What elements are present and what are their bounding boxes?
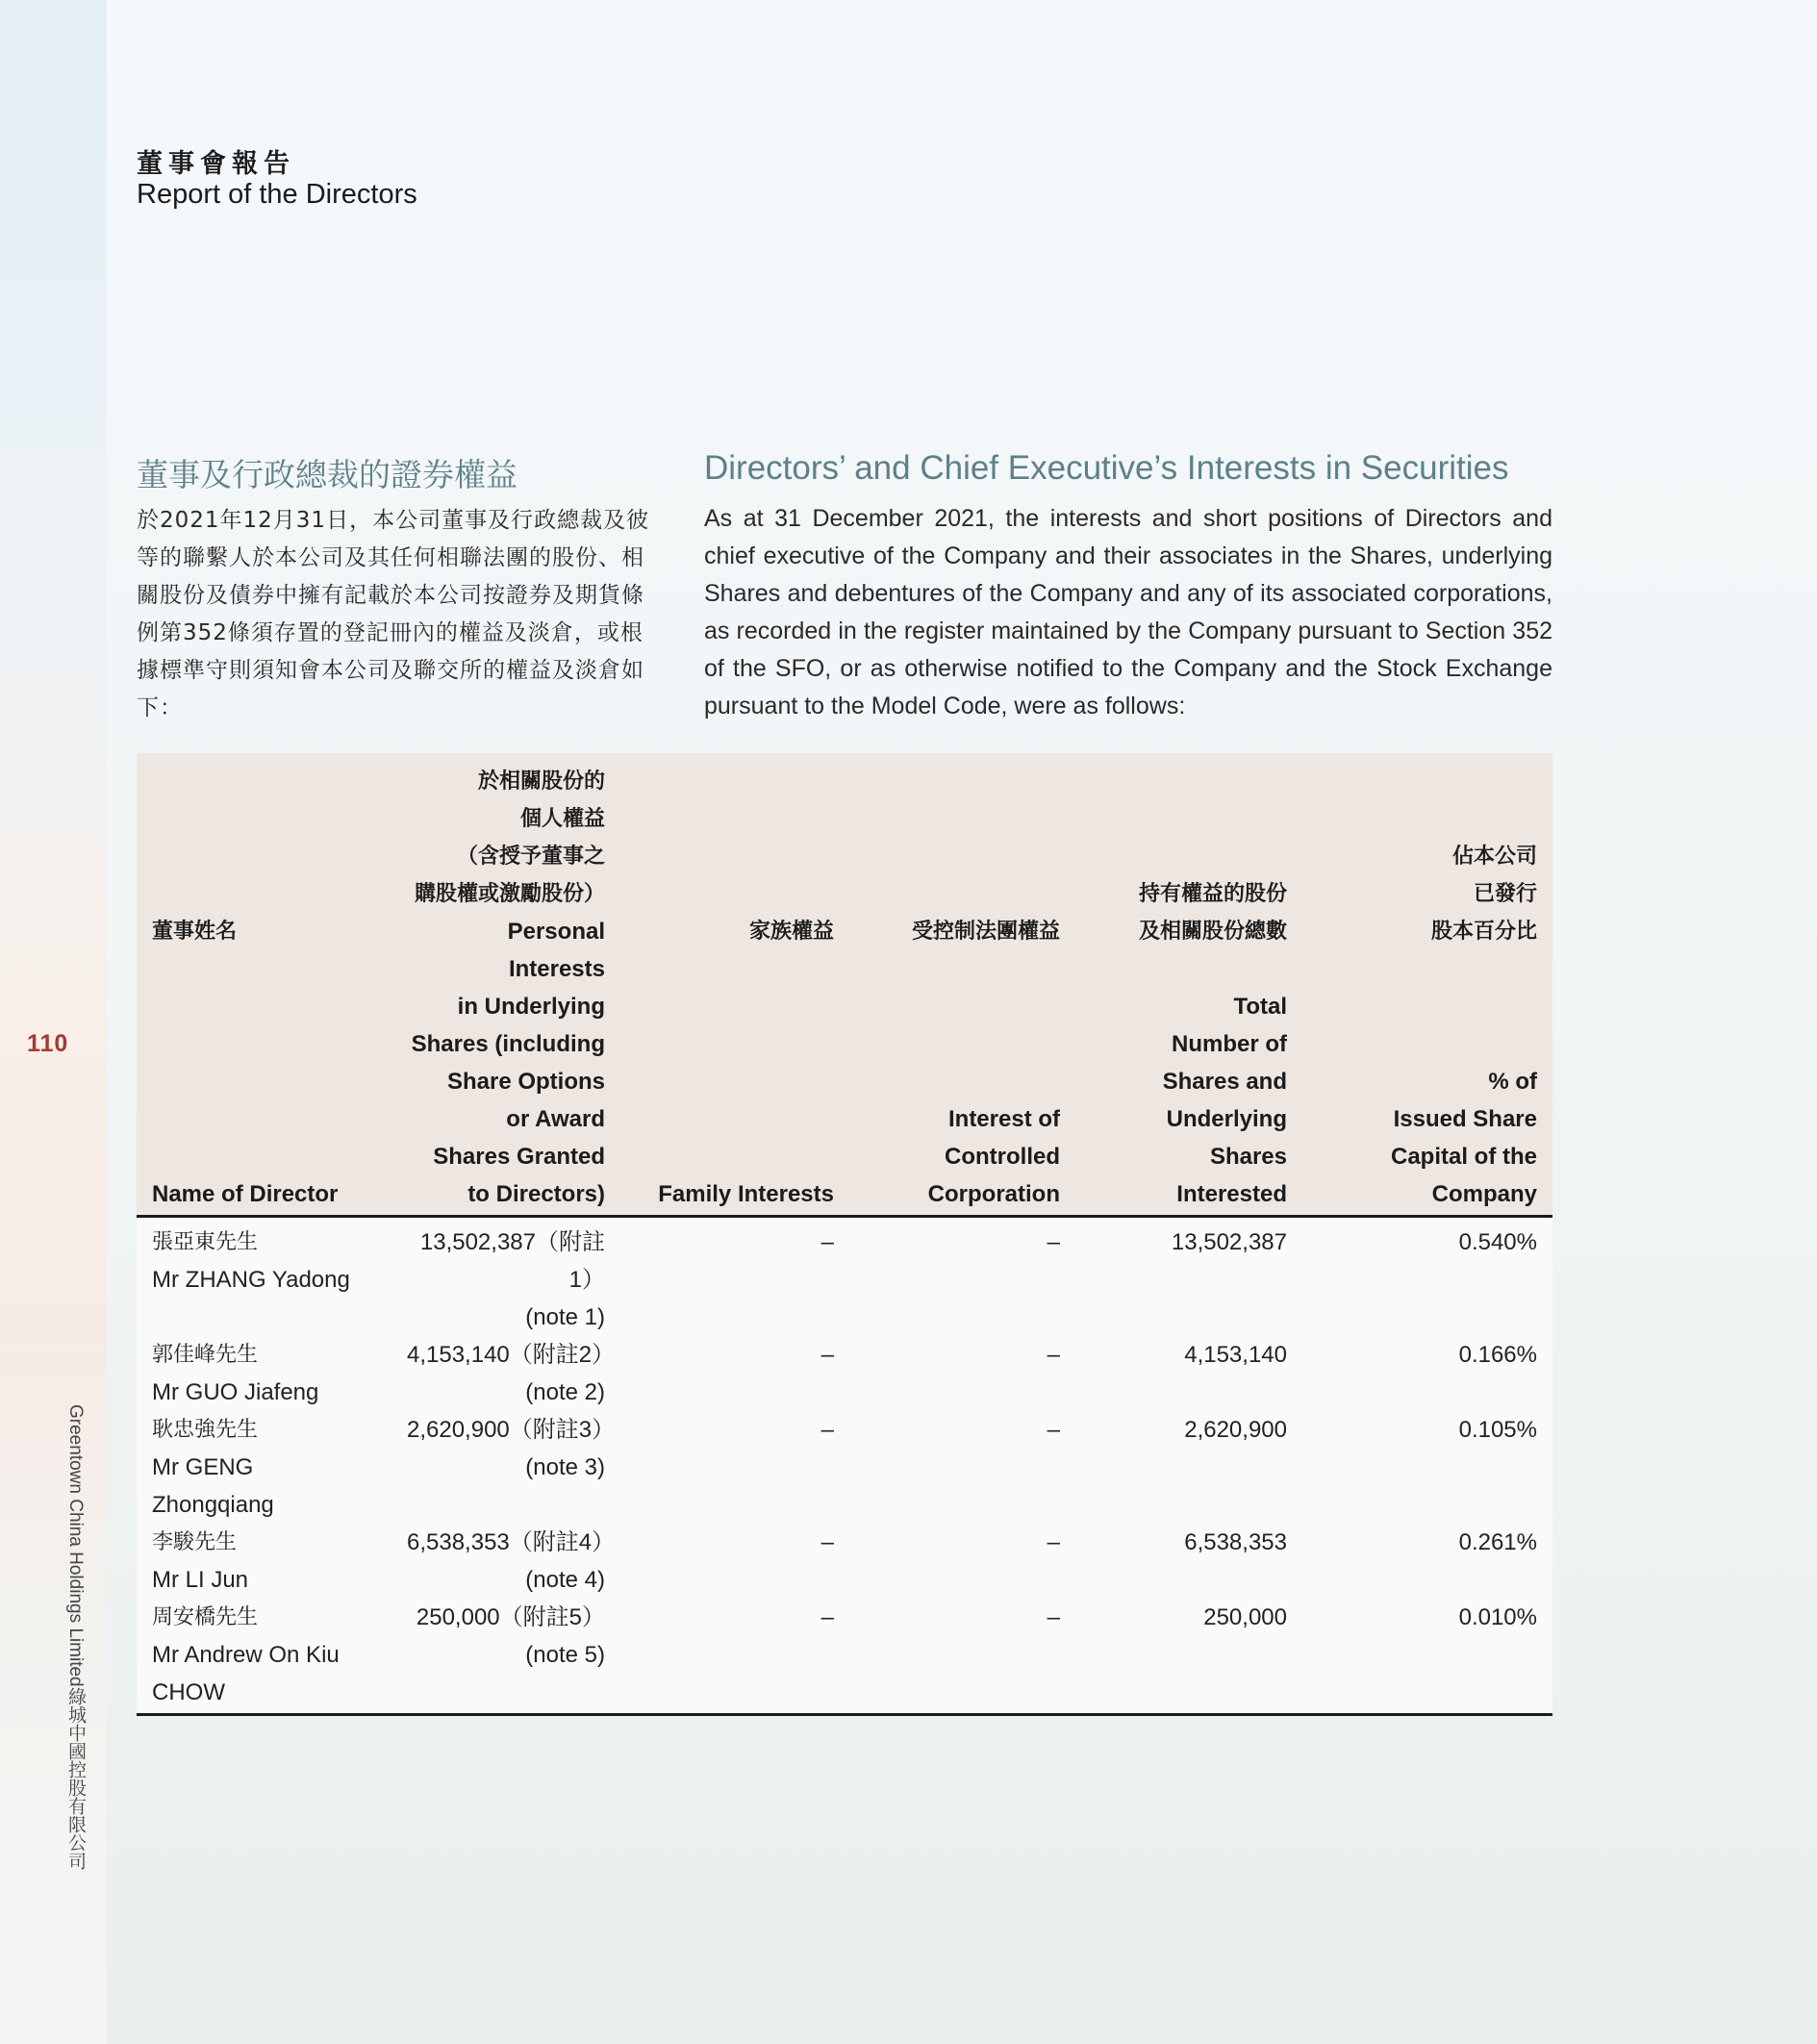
total-shares-value: 6,538,353 bbox=[1184, 1529, 1287, 1555]
page-number: 110 bbox=[27, 1030, 69, 1057]
column-header-0 bbox=[137, 753, 391, 1217]
family-interests-cell bbox=[620, 1336, 849, 1411]
section-paragraph-en: As at 31 December 2021, the interests and short positions of Directors and chief executive of the Company and their associates in the Shares, underlying Shares and debentures of the Company and any of its associated corporations, as recorded in the register maintained by the Company pursuant to Section 352 of the SFO, or as otherwise notified to the Company and the Stock Exchange pursuant to the Model Code, were as follows: bbox=[704, 505, 1552, 719]
column-header-zh-line: 受控制法團權益 bbox=[911, 920, 1060, 944]
column-header-zh-line: 購股權或激勵股份） bbox=[414, 882, 605, 906]
column-header-en-line: Interested bbox=[1176, 1181, 1287, 1207]
controlled-corporation-cell bbox=[849, 1524, 1075, 1599]
personal-interests-note: (note 2) bbox=[525, 1379, 605, 1405]
column-header-zh-line: 個人權益 bbox=[519, 807, 605, 831]
table-bottom-rule bbox=[137, 1713, 1552, 1716]
total-shares-value: 250,000 bbox=[1203, 1604, 1287, 1630]
column-header-en-line: Personal Interests bbox=[507, 919, 605, 982]
personal-interests-cell bbox=[391, 1524, 620, 1599]
controlled-corporation-value: – bbox=[1047, 1604, 1060, 1630]
column-header-en-line: Shares and bbox=[1162, 1069, 1287, 1095]
director-name-en: Mr LI Jun bbox=[152, 1567, 249, 1593]
column-header-zh-line: （含授予董事之 bbox=[456, 845, 605, 869]
personal-interests-note: (note 5) bbox=[525, 1642, 605, 1668]
side-company-name bbox=[63, 1404, 88, 1870]
percent-issued-value: 0.540% bbox=[1458, 1229, 1537, 1255]
personal-interests-value: 4,153,140（附註2） bbox=[407, 1342, 616, 1368]
total-shares-cell bbox=[1075, 1217, 1302, 1337]
director-name-zh: 郭佳峰先生 bbox=[152, 1343, 259, 1367]
director-name-cell bbox=[137, 1336, 391, 1411]
total-shares-cell bbox=[1075, 1411, 1302, 1524]
percent-issued-cell bbox=[1302, 1524, 1552, 1599]
percent-issued-value: 0.166% bbox=[1458, 1342, 1537, 1368]
column-header-en-line: in Underlying bbox=[457, 994, 605, 1020]
director-name-cell bbox=[137, 1411, 391, 1524]
column-header-en-line: Shares (including bbox=[411, 1031, 605, 1057]
controlled-corporation-value: – bbox=[1047, 1229, 1060, 1255]
left-margin-strip bbox=[0, 0, 107, 2044]
section-paragraph-zh: 於2021年12月31日，本公司董事及行政總裁及彼等的聯繫人於本公司及其任何相聯法團的股份、相關股份及債券中擁有記載於本公司按證券及期貨條例第352條須存置的登記冊內的權益及淡倉，或根據標準守則須知會本公司及聯交所的權益及淡倉如下： bbox=[137, 508, 650, 720]
controlled-corporation-value: – bbox=[1047, 1529, 1060, 1555]
table-body bbox=[137, 1217, 1552, 1714]
director-name-cell bbox=[137, 1524, 391, 1599]
total-shares-cell bbox=[1075, 1599, 1302, 1713]
column-header-zh-line: 董事姓名 bbox=[152, 920, 238, 944]
controlled-corporation-cell bbox=[849, 1599, 1075, 1713]
family-interests-value: – bbox=[820, 1342, 834, 1368]
column-header-en-line: Controlled bbox=[945, 1144, 1060, 1170]
column-header-en-line: Total bbox=[1233, 994, 1287, 1020]
personal-interests-value: 13,502,387（附註1） bbox=[419, 1229, 605, 1293]
personal-interests-cell bbox=[391, 1217, 620, 1337]
table-header-row bbox=[137, 753, 1552, 1217]
column-header-4 bbox=[1075, 753, 1302, 1217]
controlled-corporation-value: – bbox=[1047, 1342, 1060, 1368]
column-header-en-line: % of bbox=[1488, 1069, 1537, 1095]
percent-issued-value: 0.105% bbox=[1458, 1417, 1537, 1443]
controlled-corporation-cell bbox=[849, 1411, 1075, 1524]
personal-interests-cell bbox=[391, 1599, 620, 1713]
column-header-1 bbox=[391, 753, 620, 1217]
column-header-5 bbox=[1302, 753, 1552, 1217]
family-interests-value: – bbox=[820, 1529, 834, 1555]
director-name-cell bbox=[137, 1217, 391, 1337]
column-header-zh-line: 已發行 bbox=[1473, 882, 1537, 906]
family-interests-value: – bbox=[820, 1417, 834, 1443]
column-header-en-line: Issued Share bbox=[1393, 1106, 1537, 1132]
total-shares-value: 2,620,900 bbox=[1184, 1417, 1287, 1443]
family-interests-cell bbox=[620, 1411, 849, 1524]
table-row bbox=[137, 1524, 1552, 1599]
column-header-en-line: Underlying bbox=[1166, 1106, 1287, 1132]
table-header bbox=[137, 753, 1552, 1217]
director-name-en: Mr Andrew On Kiu CHOW bbox=[152, 1642, 340, 1705]
column-header-en-line: to Directors) bbox=[467, 1181, 605, 1207]
personal-interests-cell bbox=[391, 1336, 620, 1411]
family-interests-cell bbox=[620, 1524, 849, 1599]
column-header-zh-line: 股本百分比 bbox=[1430, 920, 1537, 944]
director-name-en: Mr GENG Zhongqiang bbox=[152, 1454, 274, 1518]
column-header-en-line: Name of Director bbox=[152, 1181, 339, 1207]
column-header-en-line: Shares Granted bbox=[433, 1144, 605, 1170]
column-header-en-line: Family Interests bbox=[658, 1181, 834, 1207]
column-header-2 bbox=[620, 753, 849, 1217]
column-header-zh-line: 及相關股份總數 bbox=[1138, 920, 1287, 944]
percent-issued-cell bbox=[1302, 1217, 1552, 1337]
column-header-zh-line: 佔本公司 bbox=[1451, 845, 1537, 869]
section-title-zh: 董事及行政總裁的證券權益 bbox=[137, 456, 517, 493]
controlled-corporation-cell bbox=[849, 1336, 1075, 1411]
percent-issued-value: 0.010% bbox=[1458, 1604, 1537, 1630]
table-row bbox=[137, 1217, 1552, 1337]
total-shares-value: 4,153,140 bbox=[1184, 1342, 1287, 1368]
personal-interests-note: (note 3) bbox=[525, 1454, 605, 1480]
director-name-zh: 周安橋先生 bbox=[152, 1605, 259, 1629]
director-name-en: Mr GUO Jiafeng bbox=[152, 1379, 319, 1405]
directors-interests-table bbox=[137, 753, 1552, 1716]
report-header-zh: 董事會報告 bbox=[137, 149, 295, 179]
table-row bbox=[137, 1599, 1552, 1713]
column-header-en-line: Company bbox=[1431, 1181, 1537, 1207]
column-header-zh-line: 家族權益 bbox=[748, 920, 834, 944]
family-interests-value: – bbox=[820, 1604, 834, 1630]
controlled-corporation-cell bbox=[849, 1217, 1075, 1337]
total-shares-cell bbox=[1075, 1336, 1302, 1411]
side-company-zh: 綠城中國控股有限公司 bbox=[65, 1686, 86, 1870]
family-interests-value: – bbox=[820, 1229, 834, 1255]
family-interests-cell bbox=[620, 1599, 849, 1713]
percent-issued-cell bbox=[1302, 1411, 1552, 1524]
percent-issued-cell bbox=[1302, 1336, 1552, 1411]
column-header-en-line: Share Options bbox=[446, 1069, 605, 1095]
total-shares-value: 13,502,387 bbox=[1171, 1229, 1287, 1255]
section-title-en: Directors’ and Chief Executive’s Interests in Securities bbox=[704, 449, 1509, 487]
controlled-corporation-value: – bbox=[1047, 1417, 1060, 1443]
director-name-cell bbox=[137, 1599, 391, 1713]
table-row bbox=[137, 1336, 1552, 1411]
column-header-en-line: Shares bbox=[1209, 1144, 1287, 1170]
column-header-en-line: Number of bbox=[1172, 1031, 1287, 1057]
personal-interests-value: 250,000（附註5） bbox=[416, 1604, 605, 1630]
family-interests-cell bbox=[620, 1217, 849, 1337]
table-row bbox=[137, 1411, 1552, 1524]
director-name-zh: 李駿先生 bbox=[152, 1530, 238, 1554]
column-header-en-line: Interest of bbox=[947, 1106, 1060, 1132]
column-header-zh-line: 於相關股份的 bbox=[477, 770, 605, 794]
column-header-en-line: Capital of the bbox=[1390, 1144, 1537, 1170]
director-name-zh: 張亞東先生 bbox=[152, 1230, 259, 1254]
personal-interests-note: (note 1) bbox=[525, 1304, 605, 1330]
personal-interests-value: 6,538,353（附註4） bbox=[407, 1529, 616, 1555]
director-name-en: Mr ZHANG Yadong bbox=[152, 1267, 350, 1293]
column-header-zh-line: 持有權益的股份 bbox=[1138, 882, 1287, 906]
column-header-en-line: Corporation bbox=[927, 1181, 1060, 1207]
percent-issued-value: 0.261% bbox=[1458, 1529, 1537, 1555]
report-header-en: Report of the Directors bbox=[137, 179, 417, 210]
personal-interests-cell bbox=[391, 1411, 620, 1524]
personal-interests-value: 2,620,900（附註3） bbox=[407, 1417, 616, 1443]
percent-issued-cell bbox=[1302, 1599, 1552, 1713]
total-shares-cell bbox=[1075, 1524, 1302, 1599]
column-header-en-line: or Award bbox=[506, 1106, 605, 1132]
personal-interests-note: (note 4) bbox=[525, 1567, 605, 1593]
director-name-zh: 耿忠強先生 bbox=[152, 1418, 259, 1442]
column-header-3 bbox=[849, 753, 1075, 1217]
side-company-en: Greentown China Holdings Limited bbox=[65, 1404, 86, 1687]
